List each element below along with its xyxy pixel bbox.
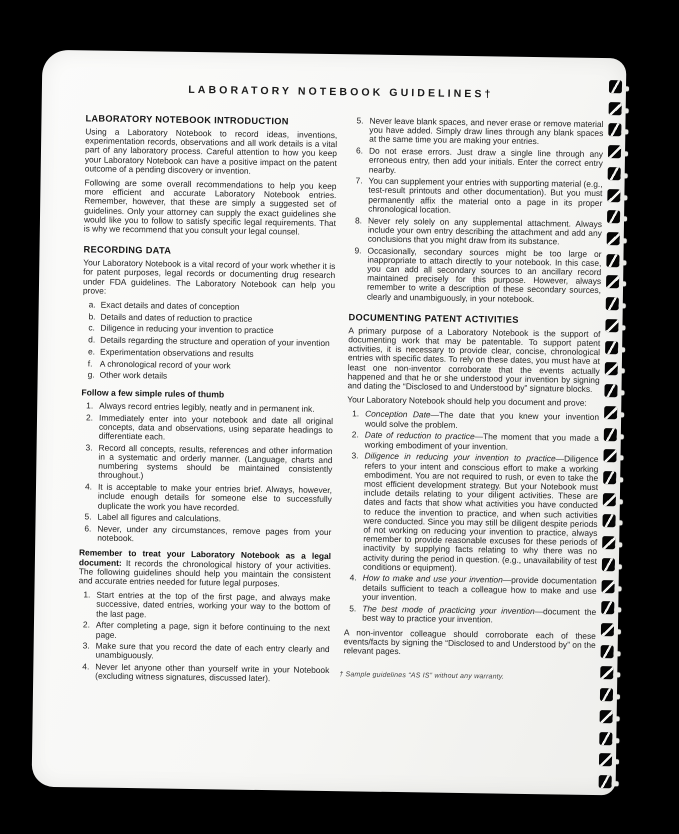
list-item: It is acceptable to make your entries brief. Always, however, include enough details for someone else to successfully duplicate the work you have recorded. — [97, 481, 333, 513]
guideline-list — [79, 401, 333, 546]
list-item: Record all concepts, results, references and other information in a systematic and orderly manner. (Language, charts and numbering systems should be maintained consistently throughout.) — [98, 442, 333, 481]
sub-heading: Follow a few simple rules of thumb — [81, 387, 225, 400]
spiral-binding-hole — [604, 384, 617, 397]
guideline-list — [82, 300, 335, 383]
notebook-page — [32, 50, 627, 796]
guideline-list — [344, 410, 599, 626]
paragraph: A primary purpose of a Laboratory Notebook is the support of documenting work that may be patentable. To support patent activities, it is necessary to provide clear, concise, chronological entries with specific dates. To rely on these dates, you must have at least one non-inventor corroborate that the events actually happened and that he or she understood your invention by signing and dating the “Disclosed to and Understood by” signature blocks. — [347, 325, 601, 394]
spiral-binding-hole — [606, 254, 619, 267]
spiral-binding-hole — [605, 341, 618, 354]
spiral-binding-hole — [602, 580, 615, 593]
spiral-binding-hole — [608, 145, 621, 158]
section-heading: LABORATORY NOTEBOOK INTRODUCTION — [85, 113, 289, 127]
spiral-binding-hole — [609, 102, 622, 115]
spiral-binding-hole — [603, 449, 616, 462]
spiral-binding-hole — [599, 753, 612, 766]
spiral-binding-hole — [599, 732, 612, 745]
spiral-binding-hole — [608, 167, 621, 180]
spiral-binding-hole — [603, 493, 616, 506]
list-item: Never, under any circumstances, remove pages from your notebook. — [97, 523, 332, 544]
section-heading: DOCUMENTING PATENT ACTIVITIES — [348, 312, 519, 325]
spiral-binding-hole — [604, 428, 617, 441]
list-item: Diligence in reducing your invention to practice — [100, 323, 274, 336]
list-item: A chronological record of your work — [99, 358, 231, 371]
spiral-binding-hole — [600, 666, 613, 679]
guideline-list — [349, 116, 604, 305]
spiral-binding-hole — [607, 210, 620, 223]
list-item: After completing a page, sign it before continuing to the next page. — [95, 619, 331, 640]
list-item: Never let anyone other than yourself write in your Notebook (excluding witness signatures, discussed later). — [95, 661, 330, 684]
bold-lead: Remember to treat your Laboratory Notebook as a legal document: — [78, 547, 332, 568]
italic-lead: Diligence in reducing your invention to practice — [364, 450, 556, 464]
left-column — [77, 112, 337, 690]
footnote: † Sample guidelines “AS IS” without any warranty. — [339, 670, 505, 681]
paragraph: Your Laboratory Notebook should help you document and prove: — [347, 394, 587, 409]
spiral-binding-hole — [602, 514, 615, 527]
list-item: Always record entries legibly, neatly and in permanent ink. — [99, 400, 315, 414]
page-content — [77, 112, 603, 694]
list-item: Diligence in reducing your invention to practice—Diligence refers to your intent and conscious effort to make a working embodiment. You are not required to rush, or even to take the most efficient development strategy. But your Notebook must include details relating to your diligent activities. These are dates and facts that show what activities you have conducted to reduce the invention to practice, and when such activities were conducted. Since you may still be diligent despite periods of not working on reducing your invention to practice, always remember to provide reasonable excuses for these periods of inactivity by supplying facts relating to why there was no activity during the period in question. (e.g., unavailability of test conditions or equipment). — [362, 450, 599, 573]
page-title: LABORATORY NOTEBOOK GUIDELINES† — [188, 83, 494, 101]
list-item: How to make and use your invention—provide documentation details sufficient to teach a colleague how to make and use your invention. — [362, 572, 597, 603]
list-item: Exact details and dates of conception — [100, 299, 240, 312]
spiral-binding-hole — [603, 471, 616, 484]
paragraph: Using a Laboratory Notebook to record ideas, inventions, experimentation records, observations and all work details is a vital part of any laboratory process. Careful attention to how you keep your Laboratory Notebook can have a positive impact on the patent outcome of a pending discovery or invention. — [84, 126, 338, 176]
list-item: Details and dates of reduction to practice — [100, 311, 253, 324]
spiral-binding-hole — [607, 189, 620, 202]
spiral-binding-hole — [605, 319, 618, 332]
spiral-binding-hole — [608, 124, 621, 137]
paragraph: Your Laboratory Notebook is a vital record of your work whether it is for patent purposes, legal records or documenting drug research under FDA guidelines. The Laboratory Notebook can help you prove: — [82, 257, 336, 296]
italic-lead: Conception Date — [365, 409, 431, 420]
spiral-binding-hole — [606, 297, 619, 310]
list-item: Never rely solely on any supplemental attachment. Always include your own entry describing the attachment and add any conclusions that you might draw from its substance. — [367, 215, 603, 247]
list-item: Other work details — [99, 369, 168, 381]
list-item: Label all figures and calculations. — [97, 511, 222, 524]
spiral-binding-hole — [599, 775, 612, 788]
spiral-binding-hole — [601, 623, 614, 636]
list-item: Conception Date—The date that you knew your invention would solve the problem. — [364, 409, 600, 430]
spiral-binding-hole — [602, 536, 615, 549]
list-item: Start entries at the top of the first page, and always make successive, dated entries, working your way to the bottom of the last page. — [96, 589, 331, 619]
spiral-binding-hole — [607, 232, 620, 245]
spiral-binding-hole — [602, 558, 615, 571]
spiral-binding-hole — [601, 601, 614, 614]
spiral-binding-hole — [605, 362, 618, 375]
list-item: Occasionally, secondary sources might be too large or inappropriate to attach directly to your notebook. In this case, you can add all secondary sources to an ancillary record maintained precisely for this purpose. However, always remember to write a description of these secondary sources, clearly and unambiguously, in your notebook. — [366, 245, 602, 304]
right-column — [339, 115, 604, 694]
paragraph: Remember to treat your Laboratory Notebook as a legal document: It records the chronological history of your activities. The following guidelines should help you maintain the consistent and accurate entries needed for future legal purposes. — [78, 547, 332, 589]
list-item: Do not erase errors. Just draw a single line through any erroneous entry, then add your initials. Enter the correct entry nearby. — [368, 145, 604, 175]
section-heading: RECORDING DATA — [83, 244, 172, 256]
spiral-binding-hole — [600, 688, 613, 701]
list-item: Never leave blank spaces, and never erase or remove material you have added. Simply draw lines through any blank spaces at the same time you are making your entries. — [369, 115, 604, 147]
italic-lead: Date of reduction to practice — [364, 429, 475, 442]
list-item: Immediately enter into your notebook and date all original concepts, data and observations, using separate headings to differentiate each. — [98, 412, 334, 442]
spiral-binding-hole — [601, 645, 614, 658]
guideline-list — [77, 591, 330, 685]
paragraph: Following are some overall recommendations to help you keep more efficient and accurate Laboratory Notebook entries. Remember, however, that these are simply a suggested set of guidelines. Only your attorney can supply the exact guidelines she would like you to follow to satisfy specific legal requirements. That is why we recommend that you consult your legal counsel. — [83, 177, 337, 237]
paragraph: A non-inventor colleague should corroborate each of these events/facts by signing the “Disclosed to and Understood by” on the relevant pages. — [343, 627, 596, 657]
spiral-binding-hole — [606, 276, 619, 289]
list-item: You can supplement your entries with supporting material (e.g., test-result printouts and other documentation). But you must permanently affix the material onto a page in its proper chronological location. — [368, 175, 603, 215]
spiral-binding-hole — [609, 80, 622, 93]
list-item: Make sure that you record the date of each entry clearly and unambiguously. — [95, 640, 330, 661]
list-item: Details regarding the structure and operation of your invention — [100, 334, 330, 349]
italic-lead: How to make and use your invention — [362, 572, 503, 586]
list-item: Date of reduction to practice—The moment that you made a working embodiment of your invention. — [364, 429, 599, 452]
list-item: The best mode of practicing your invention—document the best way to practice your invention. — [362, 603, 597, 625]
italic-lead: The best mode of practicing your invention — [362, 603, 535, 616]
spiral-binding-hole — [600, 710, 613, 723]
spiral-binding-hole — [604, 406, 617, 419]
list-item: Experimentation observations and results — [99, 346, 254, 359]
